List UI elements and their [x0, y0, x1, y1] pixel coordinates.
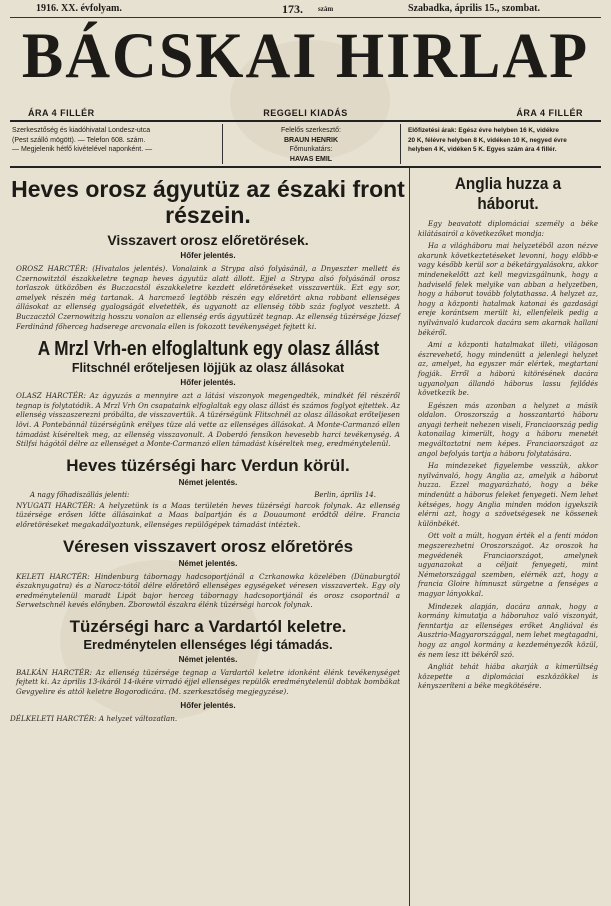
editorial-office-info — [12, 126, 212, 155]
info-line: 20 K, félévre helyben 8 K, vidéken 10 K, negyed évre — [408, 136, 567, 144]
article — [10, 536, 406, 610]
newspaper-title: BÁCSKAI HIRLAP — [21, 20, 590, 92]
issue-number: 173. — [282, 2, 303, 16]
edition-label: REGGELI KIADÁS — [263, 108, 348, 118]
article — [10, 337, 406, 449]
dateline-right: Berlin, április 14. — [314, 490, 376, 499]
side-paragraph: Mindezek alapján, dacára annak, hogy a kormány kimutatja a háboruhoz való viszonyát, fenntartja az ellenséges erőket Angliával és Ausztria-Magyarországgal, nem lehet megtagadni, hogy az angol kormány a kezdeményezők közül, és nem lesz itt békéről szó. — [418, 602, 598, 659]
info-line: (Pest szálló mögött). — Telefon 608. szám. — [12, 136, 146, 144]
article-subheadline: Flitschnél erőteljesen löjjük az olasz állásokat — [71, 361, 345, 376]
article — [10, 616, 406, 723]
side-paragraph: Angliát tehát hiába akarják a kimerültség közepette a diplomáciai eszközökkel is kényszeríteni a béke megkötésére. — [418, 663, 598, 691]
info-divider — [222, 124, 223, 164]
side-article-text — [418, 220, 598, 692]
side-paragraph: Ha a világháboru mai helyzetéből azon nézve akarunk következtetéseket levonni, hogy előbb-e vagy később kerül sor a béketárgyalásokra, akkor mindenekelőtt azt kell megvizsgálnunk, hogy a hadviselő felek melyike van abban a helyzetben, hogy a háborut tovább folytathassa. A helyzet az, hogy a központi hatalmak katonai és gazdasági ereje korántsem merült ki, ellenfeleik pedig a nyilvánvaló kudarcok dacára sem akarnak hallani békéről. — [418, 242, 598, 337]
article — [10, 455, 406, 530]
info-line: Szerkesztőség és kiadóhivatal Londesz-utca — [12, 127, 151, 134]
article-source: Hőfer jelentés. — [180, 251, 236, 260]
header-bottom-rule — [10, 166, 601, 168]
side-headline: Anglia huzza a háborut. — [454, 174, 562, 213]
dateline-left: A nagy főhadiszállás jelenti: — [30, 490, 130, 499]
info-divider — [400, 124, 401, 164]
price-left: ÁRA 4 FILLÉR — [28, 108, 95, 118]
side-paragraph: Ott volt a múlt, hogyan érték el a fenti módon megszerezhetni Oroszországot. Az oroszok ha megvédenék Franciaországot, amelynek ugyanazokat a céljait fenyegeti, mint Németországgal szemben, elérnék azt, hogy a francia Gloire hímnuszt sürgetne a fenséges a magyar lányokkal. — [418, 532, 598, 598]
side-paragraph: Egészen más azonban a helyzet a másik oldalon. Oroszország a hosszantartó háboru anyagi terheit nehezen viseli, Franciaország pedig katonailag kimerült, hogy a háboru menetét megváltoztatni nem képes. Franciaországot az angol befolyás tartja a háboru folytatására. — [418, 401, 598, 458]
info-line: HAVAS EMIL — [289, 155, 333, 163]
subscription-info — [408, 126, 603, 155]
side-paragraph: Ami a központi hatalmakat illeti, világosan észrevehető, hogy mindenütt a jelenlegi helyzet az, amelyet, ha egyszer már elértek, megtartani fogják. Erről a háború kitörésének dacára ugyanolyan állandó háborus lassu fejlődés következik be. — [418, 341, 598, 398]
article-text: BALKÁN HARCTÉR: Az ellenség tüzérsége tegnap a Vardartól keletre idonként élénk tevékenységet fejtett ki. Az április 13-ikáról 14-ikére virradó éjjel ellenséges repülők eredménytelenül dobtak bombákat Gevgyelire és attól keletre Bogorodicára. (M. szerkesztőség megjegyzése). — [16, 667, 400, 697]
article-dateline — [30, 491, 376, 500]
article-headline: Heves orosz ágyutüz az északi front részein. — [11, 176, 405, 228]
article-text: NYUGATI HARCTÉR: A helyzetünk is a Maas területén heves tüzérségi harcok folynak. Az ellenség tüzérsége erősen lőtte állásainkat a Maas balpartján és a Douaumont erődtől délre. Francia előretöréseket megakadályoztunk, ellenséges repülőgépek támadást intéztek. — [16, 500, 400, 529]
masthead — [10, 16, 601, 102]
volume-date: 1916. XX. évfolyam. — [36, 3, 122, 14]
article-source: Német jelentés. — [178, 558, 238, 568]
side-paragraph: Egy beavatott diplomáciai személy a béke kilátásairól a következőket mondja: — [418, 220, 598, 238]
place-date: Szabadka, április 15., szombat. — [408, 3, 540, 14]
price-right: ÁRA 4 FILLÉR — [516, 108, 583, 118]
article-subheadline: Eredménytelen ellenséges légi támadás. — [83, 636, 333, 652]
main-column — [10, 170, 406, 906]
article-text: DÉLKELETI HARCTÉR: A helyzet változatlan. — [10, 713, 178, 723]
info-line: Előfizetési árak: Egész évre helyben 16 K, vidékre — [408, 127, 559, 134]
masthead-rule — [10, 120, 601, 122]
info-line: — Megjelenik hétfő kivételével naponként. — — [12, 146, 153, 153]
side-column — [414, 170, 602, 906]
article-headline: Heves tüzérségi harc Verdun körül. — [66, 455, 350, 475]
info-line: Felelős szerkesztő: — [281, 127, 341, 134]
info-line: Főmunkatárs: — [289, 146, 333, 153]
article-source: Német jelentés. — [178, 477, 238, 487]
article-headline: Véresen visszavert orosz előretörés — [62, 536, 354, 556]
article-headline: A Mrzl Vrh-en elfoglaltunk egy olasz állást — [37, 338, 380, 361]
article-text: KELETI HARCTÉR: Hindenburg tábornagy hadcsoportjánál a Czrkanowka közelében (Dünaburgtól északnyugatra) és a Narocz-tótól délre előretörő ellenséges egységeket véresen visszavertek. Egy oly eredménytelenül maradt Lipót bajor herceg tábornagy hadcsoportjánál és orosz csoportnál a Serwetschnél kevés előnyben. Zborowtól északra élénk tüzérségi harcok folynak. — [16, 571, 400, 610]
article-subheadline: Visszavert orosz előretörések. — [107, 232, 309, 248]
side-paragraph: Ha mindezeket figyelembe vesszük, akkor nyilvánvaló, hogy Anglia az, amelyik a háborut huzza. Ezzel magyarázható, hogy a béke mindenütt a háborus feleket fenyegeti. Nem lehet kétséges, hogy Anglia minden módon igyekszik elérni azt, hogy a szövetségesek ne kössenek különbékét. — [418, 462, 598, 528]
article-text: OLASZ HARCTÉR: Az ágyuzás a mennyire azt a látási viszonyok megengedték, mindkét fél részéről tegnap is folytatódik. A Mrzl Vrh On csapataink elfoglaltak egy olasz állást és számos foglyot ejtettek. Az ellenség visszaszerezni próbálta, de visszavertük. A tüzérségünk Flitschnél az olasz állásokat erőteljesen lövi. A Pontebánnál tüzérségünk erélyes tüze alá vette az ellenséges állásokat. A Monte-Carmanzó ellen támadást kíséreltek meg, az ellenség visszavonult. A Doberdó fensíkon hevesebb harci tevékenység. A Stilfsi hágótól délre az ellenséget a Monte-Carmanzó ellen támadást kíséreltek meg, eredménytelenül. — [16, 391, 400, 449]
article-headline: Tüzérségi harc a Vardartól keletre. — [69, 616, 347, 636]
info-line: BRAUN HENRIK — [283, 136, 339, 144]
article-source: Hőfer jelentés. — [180, 378, 236, 388]
column-divider — [409, 168, 410, 906]
issue-suffix: szám — [318, 5, 334, 13]
article-source: Hőfer jelentés. — [180, 700, 236, 710]
editors-info — [226, 126, 396, 164]
article — [10, 176, 406, 331]
article-text: OROSZ HARCTÉR: (Hivatalos jelentés). Vonalaink a Strypa alsó folyásánál, a Dnyeszter mellett és Czernowitztól északkeletre tegnap heves ágyutüz alatt állott. Ejjel a Strypa alsó folyásánál orosz torlaszok ütközőben és Buczacstól északkeletre kezdett előretöréseket visszavertük. Ezt egy sor, amelyek részén még tartanak. A harcmező legtöbb részén egy előretört akna robbant ellenséges állásokat az ellenség gyalogságát elvetették, és ugyanott az ellenség több száz foglyot vesztett. A Buczacztól Czernowitzig hosszu vonalon az ellenség erős ágyutüzét tegnap. Az ellenség tüzérsége József Ferdinánd főherceg hadserege arcvonala ellen is fokozott tevékenységet fejtett ki. — [16, 264, 400, 331]
article-source: Német jelentés. — [178, 654, 238, 664]
info-line: helyben 4 K, vidéken 5 K. Egyes szám ára 4 fillér. — [408, 146, 557, 153]
